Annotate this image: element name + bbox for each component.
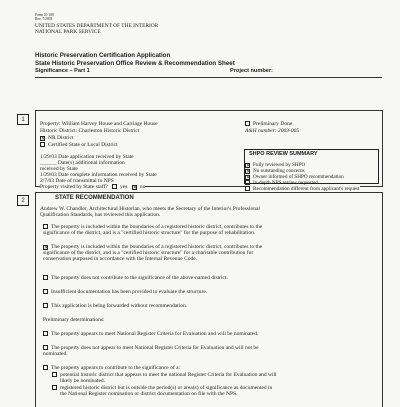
- historic-district-line: [40, 128, 139, 134]
- option-meets-nr[interactable]: [43, 331, 258, 337]
- fully-reviewed-checkbox[interactable]: ✕: [246, 163, 251, 169]
- reviewer-statement-line2: Qualification Standards, has reviewed this application.: [40, 212, 161, 218]
- in-depth-review-label: In-depth NPS review requested: [253, 180, 318, 186]
- contribute-text: The property appears to contribute to the significance of a:: [51, 365, 181, 371]
- project-number-label: Project number:: [230, 68, 273, 74]
- visited-yes-checkbox[interactable]: [112, 184, 117, 189]
- nr-district-option[interactable]: [40, 135, 74, 141]
- option-charitable-cont2: conservation purposed in accordance with the Internal Revenue Code.: [43, 256, 198, 262]
- option-not-contributing[interactable]: [43, 275, 228, 281]
- certified-rehab-text: The property is included within the boundaries of a registered historic district, contributes to the: [51, 224, 263, 230]
- option-certified-rehab-cont: significance of the district, and is a "certified historic structure" for the purpose of rehabilitation.: [43, 230, 256, 236]
- registered-district-text: registered historic district but is outside the period(s) or area(s) of significance as documented in: [60, 385, 273, 391]
- sub-option-potential-cont: likely be nominated.: [60, 378, 106, 384]
- not-contributing-text: The property does not contribute to the significance of the above-named district.: [51, 275, 228, 281]
- option-not-meet-nr-cont: nominated.: [43, 351, 68, 357]
- date-received: 1/29/03 Date application received by State: [40, 154, 134, 160]
- site-visit-question: Property visited by State staff?: [40, 184, 108, 190]
- department-name: UNITED STATES DEPARTMENT OF THE INTERIOR: [35, 23, 159, 29]
- not-meet-nr-checkbox[interactable]: [43, 345, 48, 350]
- section-1-number: 1: [17, 114, 29, 125]
- form-title: Historic Preservation Certification Application: [35, 52, 171, 59]
- nr-district-checkbox[interactable]: ✕: [41, 136, 46, 142]
- title-divider: [35, 77, 382, 78]
- insufficient-text: Insufficient documentation has been provided to evaluate the structure.: [51, 289, 208, 295]
- option-charitable-cont1: significance of the district, and is a "certified historic structure" for a charitable contribution for: [43, 250, 254, 256]
- potential-district-checkbox[interactable]: [52, 372, 57, 377]
- charitable-text: The property is included within the boundaries of a registered historic district, contributes to the: [51, 244, 263, 250]
- reviewer-statement-line1: Andrew W. Chandler, Architectural Historian, who meets the Secretary of the Interior's Professional: [40, 206, 260, 212]
- state-recommendation-heading: STATE RECOMMENDATION: [55, 195, 134, 201]
- owner-informed-label: Owner informed of SHPO recommendation: [253, 174, 344, 180]
- property-label: Property:: [40, 121, 61, 127]
- nr-district-label: NR District: [48, 135, 74, 141]
- forwarded-checkbox[interactable]: [43, 303, 48, 308]
- date-additional-info: ______ Date(s) additional information: [40, 160, 125, 166]
- date-additional-info-cont: received by State: [40, 166, 78, 172]
- option-not-meet-nr[interactable]: [43, 345, 259, 351]
- preliminary-determinations: Preliminary determinations:: [43, 317, 105, 323]
- meets-nr-checkbox[interactable]: [43, 331, 48, 336]
- forwarded-text: This application is being forwarded without recommendation.: [51, 303, 188, 309]
- registered-district-checkbox[interactable]: [52, 385, 57, 390]
- form-part: Significance – Part 1: [35, 68, 90, 74]
- preliminary-option[interactable]: [245, 121, 292, 127]
- no-concerns-checkbox[interactable]: ✕: [246, 169, 251, 175]
- option-contribute[interactable]: [43, 365, 180, 371]
- charitable-checkbox[interactable]: ✕: [44, 245, 49, 251]
- service-name: NATIONAL PARK SERVICE: [35, 29, 101, 35]
- property-line: [40, 121, 158, 127]
- sub-option-registered-cont: the National Register nomination or district documentation on file with the NPS.: [60, 391, 238, 397]
- contribute-checkbox[interactable]: [43, 365, 48, 370]
- preliminary-label: Preliminary Done: [253, 121, 293, 127]
- certified-district-checkbox[interactable]: [40, 142, 45, 147]
- fully-reviewed-label: Fully reviewed by SHPO: [253, 162, 306, 168]
- not-contributing-checkbox[interactable]: [43, 275, 48, 280]
- not-meet-nr-text: The property does not appear to meet National Register Criteria for Evaluation and will not be: [51, 345, 259, 351]
- potential-district-text: potential historic district that appears to meet the national Register Criteria for Evaluation and will: [60, 372, 277, 378]
- certified-rehab-checkbox[interactable]: [43, 224, 48, 229]
- site-visit-line: [40, 184, 145, 190]
- date-transmittal: 2/7/03 Date of transmittal to NPS: [40, 178, 114, 184]
- section-2-number: 2: [17, 195, 29, 206]
- certified-district-option[interactable]: [40, 142, 118, 148]
- preliminary-checkbox[interactable]: [245, 121, 250, 126]
- nar-number: A&H number: 2003-005: [245, 128, 300, 134]
- form-number: Form 10-168: [35, 13, 54, 17]
- date-complete-info: 1/29/03 Date complete information received by State: [40, 172, 157, 178]
- meets-nr-text: The property appears to meet National Register Criteria for Evaluation and will be nominated.: [51, 331, 259, 337]
- visited-yes-label: yes: [120, 184, 128, 190]
- historic-district-value: Charleston Historic District: [78, 128, 140, 134]
- option-forwarded[interactable]: [43, 303, 187, 309]
- different-recommendation-label: Recommendation different from applicant's request: [253, 186, 360, 192]
- shpo-summary-title: SHPO REVIEW SUMMARY: [249, 151, 318, 157]
- owner-informed-checkbox[interactable]: ✕: [246, 175, 251, 181]
- insufficient-checkbox[interactable]: [43, 289, 48, 294]
- historic-district-label: Historic District:: [40, 128, 78, 134]
- in-depth-review-checkbox[interactable]: [245, 180, 250, 185]
- visited-no-label: no: [139, 184, 146, 190]
- certified-district-label: Certified State or Local District: [48, 142, 118, 148]
- different-recommendation-checkbox[interactable]: [245, 186, 250, 191]
- visited-no-checkbox[interactable]: ✕: [132, 185, 138, 191]
- option-insufficient[interactable]: [43, 289, 207, 295]
- form-revision: Rev. 7/2003: [35, 17, 53, 21]
- no-concerns-label: No outstanding concerns: [253, 168, 305, 174]
- form-subtitle: State Historic Preservation Office Review & Recommendation Sheet: [35, 60, 235, 67]
- property-value: William Harvey House and Carriage House: [61, 121, 158, 127]
